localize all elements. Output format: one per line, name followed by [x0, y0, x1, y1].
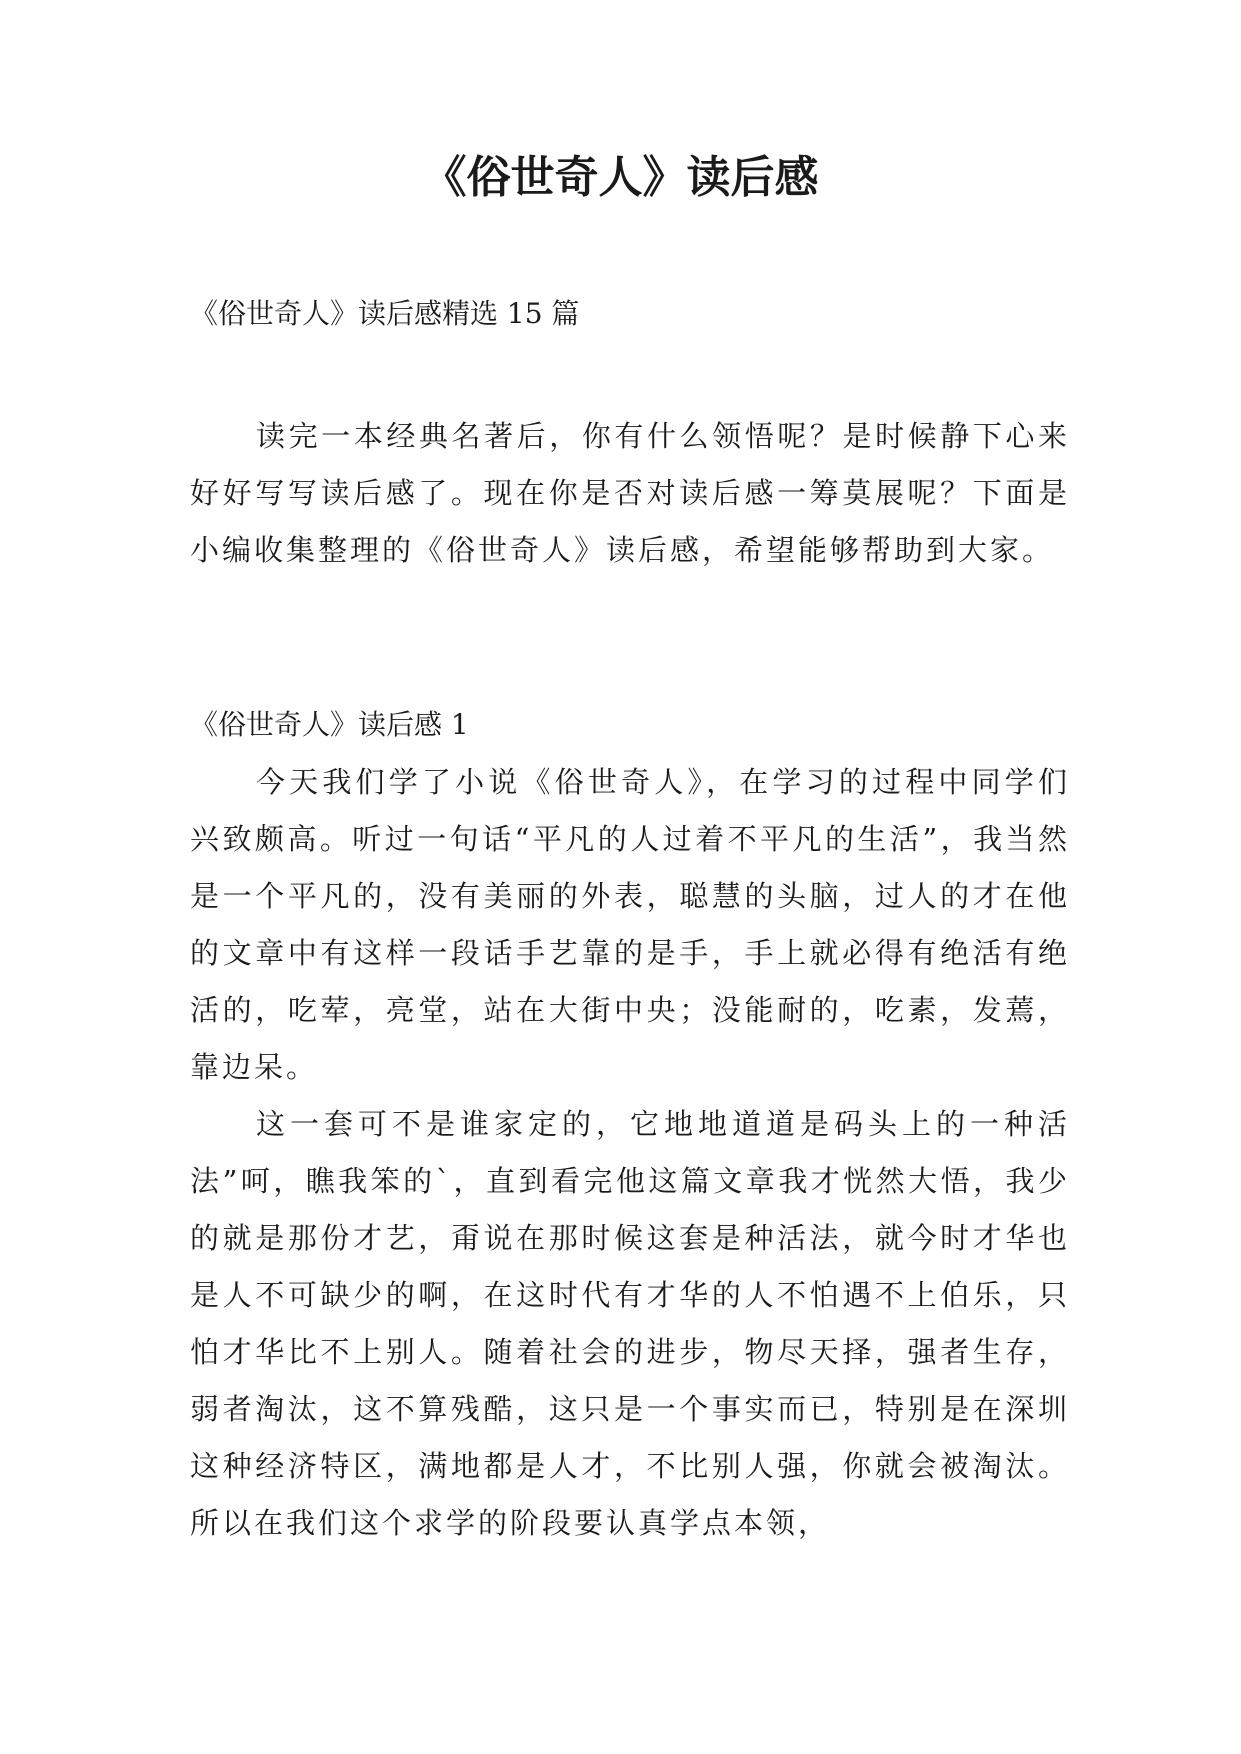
- section-paragraph: 这一套可不是谁家定的，它地地道道是码头上的一种活法”呵，瞧我笨的`，直到看完他这篇文章我才恍然大悟，我少的就是那份才艺，甭说在那时候这套是种活法，就今时才华也是人不可缺少的啊，在这时代有才华的人不怕遇不上伯乐，只怕才华比不上别人。随着社会的进步，物尽天择，强者生存，弱者淘汰，这不算残酷，这只是一个事实而已，特别是在深圳这种经济特区，满地都是人才，不比别人强，你就会被淘汰。所以在我们这个求学的阶段要认真学点本领，: [190, 1107, 1070, 1540]
- document-subtitle: 《俗世奇人》读后感精选 15 篇: [190, 297, 580, 330]
- intro-paragraph: 读完一本经典名著后，你有什么领悟呢？是时候静下心来好好写写读后感了。现在你是否对读后感一筹莫展呢？下面是小编收集整理的《俗世奇人》读后感，希望能够帮助到大家。: [190, 419, 1070, 567]
- section-paragraph: 今天我们学了小说《俗世奇人》，在学习的过程中同学们兴致颇高。听过一句话“平凡的人过着不平凡的生活”，我当然是一个平凡的，没有美丽的外表，聪慧的头脑，过人的才在他的文章中有这样一段话手艺靠的是手，手上就必得有绝活有绝活的，吃荤，亮堂，站在大街中央；没能耐的，吃素，发蔫，靠边呆。: [190, 765, 1070, 1084]
- section-body: [190, 754, 1070, 1552]
- document-title: 《俗世奇人》读后感: [422, 152, 819, 203]
- section-heading: 《俗世奇人》读后感 1: [190, 708, 469, 741]
